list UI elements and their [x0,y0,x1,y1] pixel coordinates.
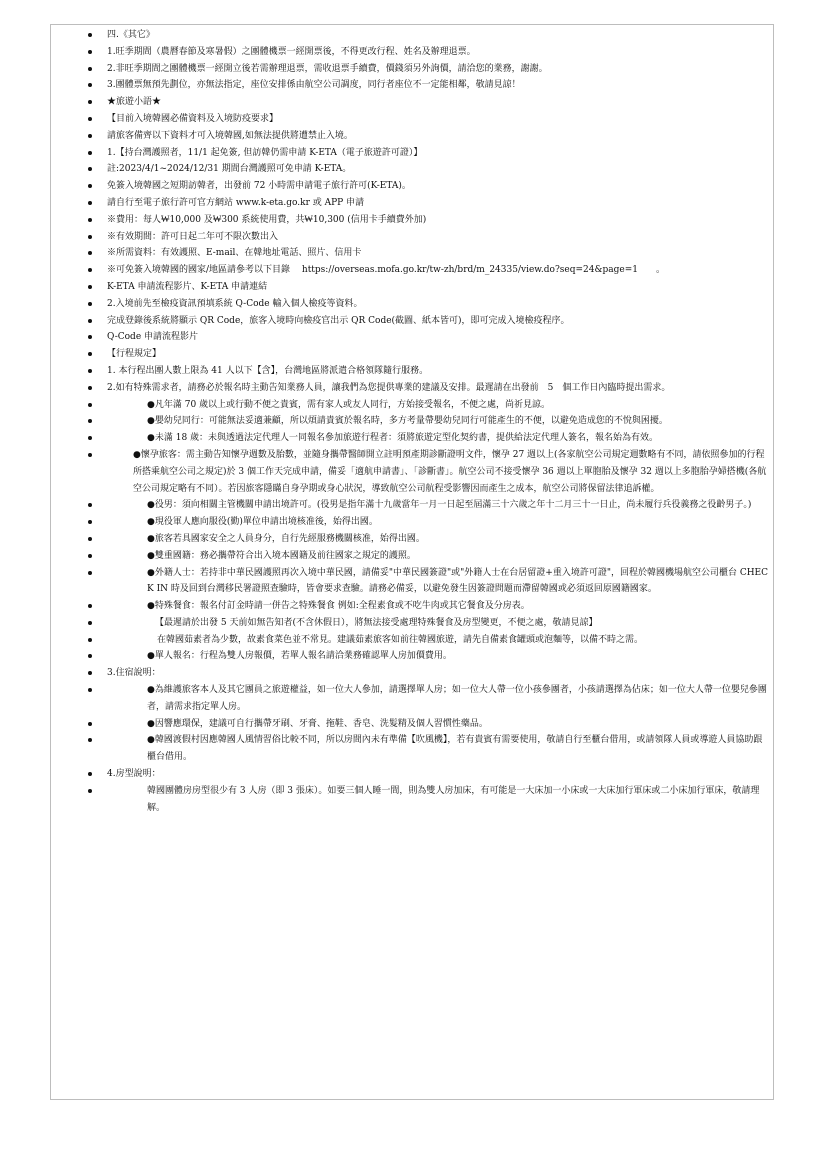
list-item: ※費用：每人₩10,000 及₩300 系統使用費，共₩10,300 (信用卡手續費外加) [107,212,769,229]
list-item: ●為維護旅客本人及其它團員之旅遊權益，如一位大人參加，請選擇單人房；如一位大人帶一位小孩參團者，小孩請選擇為佔床；如一位大人帶一位嬰兒參團者，請需求指定單人房。 [107,682,769,716]
list-item: 1.【持台灣護照者，11/1 起免簽, 但訪韓仍需申請 K-ETA（電子旅遊許可證）】 [107,145,769,162]
list-item: ●因響應環保，建議可自行攜帶牙刷、牙膏、拖鞋、香皂、洗髮精及個人習慣性藥品。 [107,716,769,733]
list-item: ●嬰幼兒同行：可能無法妥適兼顧，所以煩請貴賓於報名時，多方考量帶嬰幼兒同行可能產生的不便，以避免造成您的不悅與困擾。 [107,413,769,430]
list-item: ※有效期間：許可日起二年可不限次數出入 [107,229,769,246]
list-item: ●懷孕旅客：需主動告知懷孕週數及胎數，並隨身攜帶醫師開立註明預產期診斷證明文件，懷孕 27 週以上(各家航空公司規定週數略有不同，請依照參加的行程所搭乘航空公司之規定)於 3 個工作天完成申請，備妥「適航申請書」、「診斷書」。航空公司不接受懷孕 36 週以上單胞胎及懷孕 32 週以上多胞胎孕婦搭機(各航空公司規定略有不同）。若因旅客隱瞞自身孕期或身心狀況，導致航空公司航程受影響因而產生之成本，航空公司將保留法律追訴權。 [107,447,769,497]
list-item: 1. 本行程出團人數上限為 41 人以下【含】，台灣地區將派遣合格領隊隨行服務。 [107,363,769,380]
list-item: 請旅客備齊以下資料才可入境韓國,如無法提供將遭禁止入境。 [107,128,769,145]
list-item: ●凡年滿 70 歲以上或行動不便之貴賓，需有家人或友人同行，方始接受報名，不便之處，尚祈見諒。 [107,397,769,414]
list-item: 2.非旺季期間之團體機票一經開立後若需辦理退票，需收退票手續費，價錢須另外詢價，請洽您的業務，謝謝。 [107,61,769,78]
list-item: 免簽入境韓國之短期訪韓者，出發前 72 小時需申請電子旅行許可(K-ETA)。 [107,178,769,195]
list-item: ●單人報名：行程為雙人房報價，若單人報名請洽業務確認單人房加價費用。 [107,648,769,665]
list-item: 2.如有特殊需求者，請務必於報名時主動告知業務人員，讓我們為您提供專業的建議及安排。最遲請在出發前 5 個工作日內臨時提出需求。 [107,380,769,397]
list-item: ●役男：須向相關主管機關申請出境許可。(役男是指年滿十九歲當年一月一日起至屆滿三十六歲之年十二月三十一日止，尚未履行兵役義務之役齡男子。) [107,497,769,514]
list-item: 韓國團體房房型很少有 3 人房（即 3 張床）。如要三個人睡一間，則為雙人房加床，有可能是一大床加一小床或一大床加行軍床或二小床加行軍床，敬請理解。 [107,783,769,817]
list-item: ●外籍人士：若持非中華民國護照再次入境中華民國，請備妥"中華民國簽證"或"外籍人士在台居留證+重入境許可證"，回程於韓國機場航空公司櫃台 CHECK IN 時及回到台灣移民署證照查驗時，皆會要求查驗。請務必備妥，以避免發生因簽證問題而滯留韓國或必須返回原國籍國家。 [107,565,769,599]
list-item: 完成登錄後系統將顯示 QR Code，旅客入境時向檢疫官出示 QR Code(截圖、紙本皆可)，即可完成入境檢疫程序。 [107,313,769,330]
list-item: 【最遲請於出發 5 天前如無告知者(不含休假日），將無法接受處理特殊餐食及房型變更，不便之處，敬請見諒】 [107,615,769,632]
list-item: ●未滿 18 歲：未與透過法定代理人一同報名參加旅遊行程者：須將旅遊定型化契約書，提供給法定代理人簽名，報名始為有效。 [107,430,769,447]
bullet-list [107,27,769,816]
list-item: ●雙重國籍：務必攜帶符合出入境本國籍及前往國家之規定的護照。 [107,548,769,565]
list-item: 【目前入境韓國必備資料及入境防疫要求】 [107,111,769,128]
list-item: 3.團體票無預先劃位，亦無法指定，座位安排係由航空公司調度，同行者座位不一定能相鄰，敬請見諒！ [107,77,769,94]
list-item: 請自行至電子旅行許可官方網站 www.k-eta.go.kr 或 APP 申請 [107,195,769,212]
list-item: 2.入境前先至檢疫資訊預填系統 Q-Code 輸入個人檢疫等資料。 [107,296,769,313]
list-item: ★旅遊小語★ [107,94,769,111]
list-item: 【行程規定】 [107,346,769,363]
list-item: ●特殊餐食：報名付訂金時請一併告之特殊餐食 例如:全程素食或不吃牛肉或其它餐食及分房表。 [107,598,769,615]
list-item: 註:2023/4/1~2024/12/31 期間台灣護照可免申請 K-ETA。 [107,161,769,178]
list-item: ●旅客若具國家安全之人員身分，自行先經服務機關核准，始得出國。 [107,531,769,548]
list-item: 4.房型說明： [107,766,769,783]
list-item: ※所需資料：有效護照、E-mail、在韓地址電話、照片、信用卡 [107,245,769,262]
list-item: 1.旺季期間（農曆春節及寒暑假）之團體機票一經開票後，不得更改行程、姓名及辦理退票。 [107,44,769,61]
list-item: ●韓國渡假村因應韓國人風情習俗比較不同，所以房間內未有準備【吹風機】，若有貴賓有需要使用，敬請自行至櫃台借用，或請領隊人員或導遊人員協助跟櫃台借用。 [107,732,769,766]
list-item: ●現役軍人應向服役(勤)單位申請出境核准後，始得出國。 [107,514,769,531]
list-item: 四.《其它》 [107,27,769,44]
list-item: Q-Code 申請流程影片 [107,329,769,346]
list-item: ※可免簽入境韓國的國家/地區請參考以下目錄 https://overseas.mofa.go.kr/tw-zh/brd/m_24335/view.do?seq=24&page=1 。 [107,262,769,279]
list-item: 3.住宿說明： [107,665,769,682]
list-item: 在韓國茹素者為少數，故素食菜色並不常見。建議茹素旅客如前往韓國旅遊，請先自備素食罐頭或泡麵等，以備不時之需。 [107,632,769,649]
list-item: K-ETA 申請流程影片、K-ETA 申請連結 [107,279,769,296]
